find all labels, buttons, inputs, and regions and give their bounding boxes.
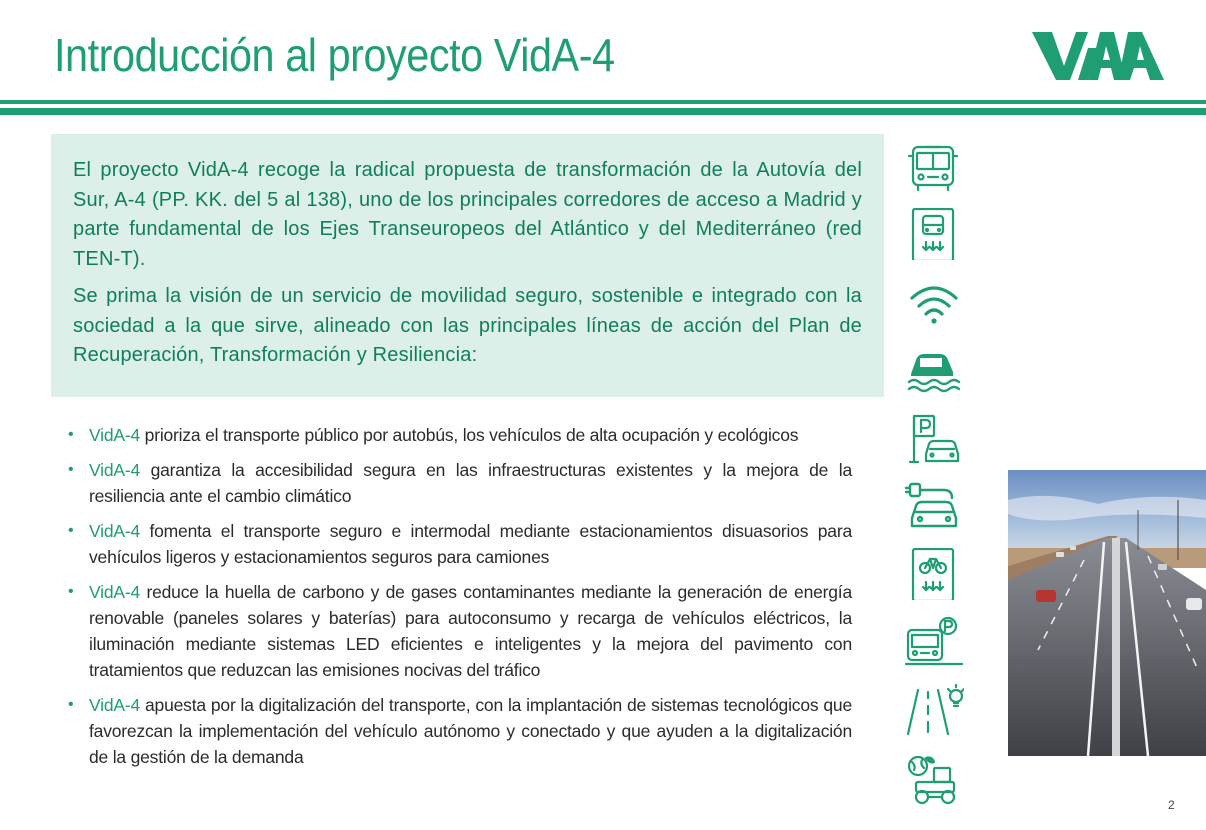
brand-name: VidA-4	[89, 425, 141, 445]
icon-column	[904, 142, 964, 812]
park-and-ride-icon	[904, 414, 964, 466]
brand-name: VidA-4	[89, 695, 141, 715]
list-item	[66, 692, 852, 770]
header-rule-thin	[0, 100, 1206, 104]
page-number: 2	[1168, 798, 1175, 812]
intro-paragraph-1: El proyecto VidA-4 recoge la radical propuesta de transformación de la Autovía del Sur, A-4 (PP. KK. del 5 al 138), uno de los principales corredores de acceso a Madrid y parte fundamental de los Ejes Transeuropeos del Atlántico y del Mediterráneo (red TEN-T).	[73, 159, 862, 270]
brand-name: VidA-4	[89, 521, 141, 541]
smart-road-lighting-icon	[904, 684, 964, 736]
highway-photo	[1008, 470, 1206, 756]
vida-logo	[1030, 26, 1166, 86]
truck-parking-icon	[904, 616, 964, 668]
benefits-list	[66, 422, 852, 779]
list-item	[66, 457, 852, 509]
ev-charging-icon	[904, 478, 964, 530]
list-item	[66, 518, 852, 570]
intro-box	[51, 134, 884, 397]
list-item	[66, 422, 852, 448]
header-rule-thick	[0, 108, 1206, 115]
bike-lane-icon	[904, 548, 964, 600]
list-item-text: prioriza el transporte público por autobús, los vehículos de alta ocupación y ecológicos	[140, 425, 799, 445]
page-title: Introducción al proyecto VidA-4	[54, 29, 615, 81]
eco-road-roller-icon	[904, 754, 964, 806]
flooded-car-icon	[904, 342, 964, 394]
wifi-icon	[904, 278, 964, 330]
bus-lane-icon	[904, 208, 964, 260]
list-item	[66, 579, 852, 683]
bus-icon	[904, 142, 964, 194]
intro-paragraph-2: Se prima la visión de un servicio de movilidad seguro, sostenible e integrado con la sociedad a la que sirve, alineado con las principales líneas de acción del Plan de Recuperación, Transformación y Resiliencia:	[73, 285, 862, 366]
list-item-text: reduce la huella de carbono y de gases contaminantes mediante la generación de energía renovable (paneles solares y baterías) para autoconsumo y recarga de vehículos eléctricos, la iluminación mediante sistemas LED eficientes e inteligentes y la mejora del pavimento con tratamientos que reduzcan las emisiones nocivas del tráfico	[89, 582, 852, 680]
list-item-text: garantiza la accesibilidad segura en las infraestructuras existentes y la mejora de la resiliencia ante el cambio climático	[89, 460, 852, 506]
brand-name: VidA-4	[89, 582, 141, 602]
list-item-text: fomenta el transporte seguro e intermodal mediante estacionamientos disuasorios para vehículos ligeros y estacionamientos seguros para camiones	[89, 521, 852, 567]
list-item-text: apuesta por la digitalización del transporte, con la implantación de sistemas tecnológicos que favorezcan la implementación del vehículo autónomo y conectado y que ayuden a la digitalización de la gestión de la demanda	[89, 695, 852, 767]
brand-name: VidA-4	[89, 460, 141, 480]
